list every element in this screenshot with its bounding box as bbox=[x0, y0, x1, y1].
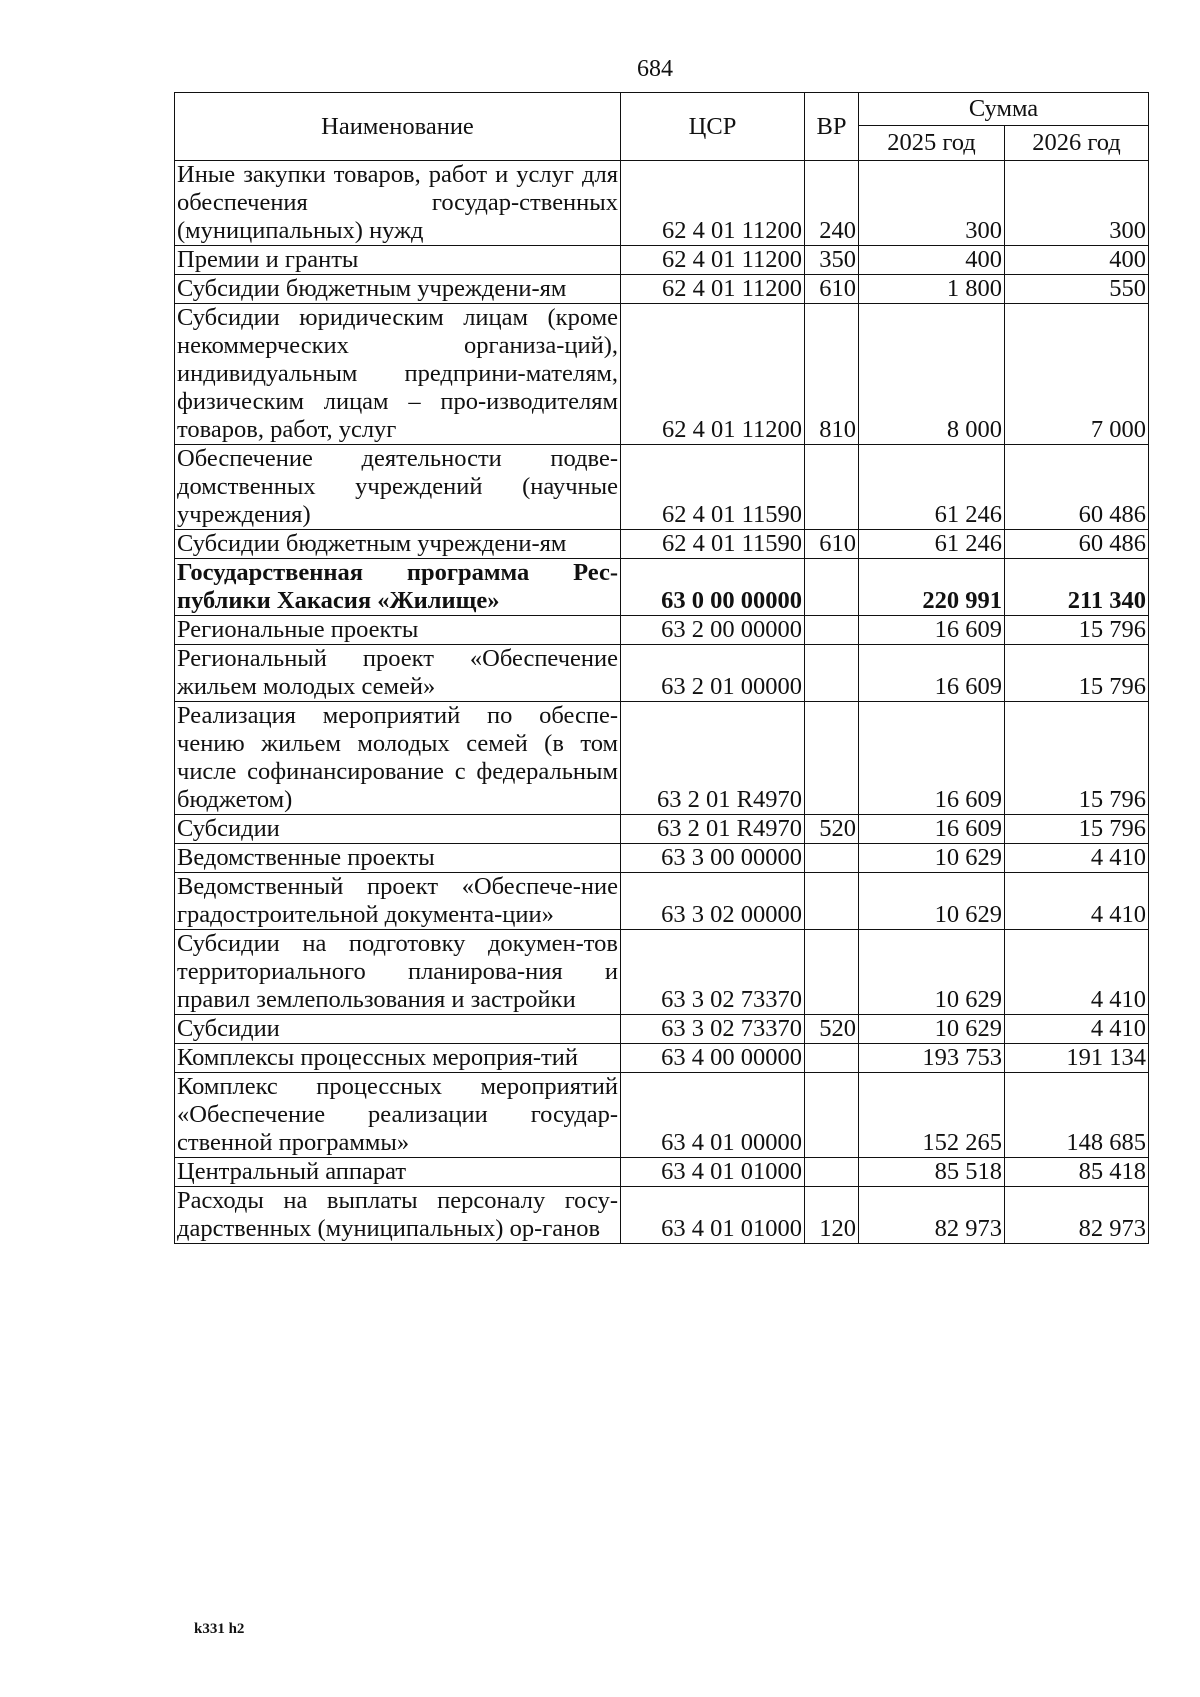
cell-name: Ведомственные проекты bbox=[175, 844, 621, 873]
cell-vr: 240 bbox=[805, 161, 859, 246]
cell-csr: 63 4 01 01000 bbox=[621, 1158, 805, 1187]
cell-amount-2025: 220 991 bbox=[859, 559, 1005, 616]
cell-name: Региональные проекты bbox=[175, 616, 621, 645]
cell-amount-2026: 148 685 bbox=[1005, 1073, 1149, 1158]
table-row bbox=[175, 1187, 1149, 1244]
page-number: 684 bbox=[637, 56, 673, 82]
table-row bbox=[175, 1044, 1149, 1073]
cell-amount-2026: 15 796 bbox=[1005, 645, 1149, 702]
cell-amount-2026: 82 973 bbox=[1005, 1187, 1149, 1244]
table-row bbox=[175, 702, 1149, 815]
cell-csr: 62 4 01 11200 bbox=[621, 304, 805, 445]
table-row bbox=[175, 815, 1149, 844]
cell-name: Субсидии бюджетным учреждени-ям bbox=[175, 275, 621, 304]
header-vr: ВР bbox=[805, 93, 859, 161]
cell-amount-2026: 4 410 bbox=[1005, 1015, 1149, 1044]
table-row bbox=[175, 873, 1149, 930]
cell-vr bbox=[805, 1073, 859, 1158]
cell-name: Субсидии бюджетным учреждени-ям bbox=[175, 530, 621, 559]
cell-amount-2025: 10 629 bbox=[859, 930, 1005, 1015]
cell-amount-2025: 82 973 bbox=[859, 1187, 1005, 1244]
cell-csr: 63 2 01 R4970 bbox=[621, 815, 805, 844]
table-row bbox=[175, 930, 1149, 1015]
cell-vr bbox=[805, 559, 859, 616]
table-header bbox=[175, 93, 1149, 161]
cell-csr: 63 3 00 00000 bbox=[621, 844, 805, 873]
cell-csr: 63 0 00 00000 bbox=[621, 559, 805, 616]
cell-amount-2026: 60 486 bbox=[1005, 530, 1149, 559]
table-body bbox=[175, 161, 1149, 1244]
cell-amount-2025: 400 bbox=[859, 246, 1005, 275]
table-row bbox=[175, 161, 1149, 246]
cell-name: Обеспечение деятельности подве-домственных учреждений (научные учреждения) bbox=[175, 445, 621, 530]
cell-amount-2026: 4 410 bbox=[1005, 844, 1149, 873]
cell-vr bbox=[805, 873, 859, 930]
table-row bbox=[175, 246, 1149, 275]
cell-amount-2026: 85 418 bbox=[1005, 1158, 1149, 1187]
table-row bbox=[175, 275, 1149, 304]
cell-csr: 62 4 01 11200 bbox=[621, 246, 805, 275]
cell-vr: 120 bbox=[805, 1187, 859, 1244]
table-row bbox=[175, 616, 1149, 645]
cell-name: Комплексы процессных мероприя-тий bbox=[175, 1044, 621, 1073]
cell-amount-2025: 16 609 bbox=[859, 815, 1005, 844]
cell-vr: 520 bbox=[805, 815, 859, 844]
cell-amount-2025: 10 629 bbox=[859, 844, 1005, 873]
cell-amount-2025: 300 bbox=[859, 161, 1005, 246]
cell-csr: 63 3 02 00000 bbox=[621, 873, 805, 930]
cell-csr: 63 4 01 01000 bbox=[621, 1187, 805, 1244]
cell-amount-2026: 300 bbox=[1005, 161, 1149, 246]
cell-amount-2026: 400 bbox=[1005, 246, 1149, 275]
cell-amount-2026: 4 410 bbox=[1005, 873, 1149, 930]
cell-amount-2026: 15 796 bbox=[1005, 815, 1149, 844]
cell-csr: 63 4 00 00000 bbox=[621, 1044, 805, 1073]
cell-vr bbox=[805, 1044, 859, 1073]
cell-amount-2026: 15 796 bbox=[1005, 702, 1149, 815]
cell-csr: 62 4 01 11590 bbox=[621, 530, 805, 559]
budget-table bbox=[174, 92, 1149, 1244]
cell-name: Субсидии bbox=[175, 815, 621, 844]
cell-name: Иные закупки товаров, работ и услуг для обеспечения государ-ственных (муниципальных) нужд bbox=[175, 161, 621, 246]
cell-amount-2025: 61 246 bbox=[859, 445, 1005, 530]
cell-vr: 610 bbox=[805, 275, 859, 304]
cell-vr bbox=[805, 1158, 859, 1187]
cell-csr: 62 4 01 11590 bbox=[621, 445, 805, 530]
cell-csr: 63 2 00 00000 bbox=[621, 616, 805, 645]
table-row bbox=[175, 530, 1149, 559]
cell-name: Ведомственный проект «Обеспече-ние градостроительной документа-ции» bbox=[175, 873, 621, 930]
cell-vr bbox=[805, 702, 859, 815]
table-row bbox=[175, 645, 1149, 702]
cell-vr: 350 bbox=[805, 246, 859, 275]
cell-name: Расходы на выплаты персоналу госу-дарственных (муниципальных) ор-ганов bbox=[175, 1187, 621, 1244]
cell-csr: 62 4 01 11200 bbox=[621, 275, 805, 304]
cell-amount-2026: 211 340 bbox=[1005, 559, 1149, 616]
cell-vr bbox=[805, 930, 859, 1015]
cell-amount-2026: 4 410 bbox=[1005, 930, 1149, 1015]
table-row bbox=[175, 304, 1149, 445]
cell-amount-2025: 10 629 bbox=[859, 1015, 1005, 1044]
cell-csr: 63 3 02 73370 bbox=[621, 1015, 805, 1044]
cell-name: Региональный проект «Обеспечение жильем молодых семей» bbox=[175, 645, 621, 702]
header-csr: ЦСР bbox=[621, 93, 805, 161]
cell-name: Субсидии на подготовку докумен-тов территориального планирова-ния и правил землепользования и застройки bbox=[175, 930, 621, 1015]
cell-csr: 63 3 02 73370 bbox=[621, 930, 805, 1015]
cell-vr: 610 bbox=[805, 530, 859, 559]
cell-amount-2026: 60 486 bbox=[1005, 445, 1149, 530]
cell-name: Субсидии bbox=[175, 1015, 621, 1044]
cell-amount-2025: 16 609 bbox=[859, 645, 1005, 702]
cell-name: Центральный аппарат bbox=[175, 1158, 621, 1187]
footer-code: k331 h2 bbox=[194, 1621, 245, 1637]
cell-vr bbox=[805, 844, 859, 873]
cell-vr bbox=[805, 616, 859, 645]
cell-name: Субсидии юридическим лицам (кроме некоммерческих организа-ций), индивидуальным предприни-мателям, физическим лицам – про-изводителям товаров, работ, услуг bbox=[175, 304, 621, 445]
cell-amount-2026: 15 796 bbox=[1005, 616, 1149, 645]
cell-csr: 63 4 01 00000 bbox=[621, 1073, 805, 1158]
cell-vr bbox=[805, 445, 859, 530]
header-year-2025: 2025 год bbox=[859, 126, 1005, 161]
cell-vr: 520 bbox=[805, 1015, 859, 1044]
table-row bbox=[175, 559, 1149, 616]
cell-amount-2025: 8 000 bbox=[859, 304, 1005, 445]
cell-amount-2026: 191 134 bbox=[1005, 1044, 1149, 1073]
cell-amount-2026: 550 bbox=[1005, 275, 1149, 304]
cell-amount-2025: 16 609 bbox=[859, 616, 1005, 645]
cell-amount-2025: 85 518 bbox=[859, 1158, 1005, 1187]
cell-vr: 810 bbox=[805, 304, 859, 445]
header-year-2026: 2026 год bbox=[1005, 126, 1149, 161]
cell-amount-2025: 193 753 bbox=[859, 1044, 1005, 1073]
cell-amount-2025: 10 629 bbox=[859, 873, 1005, 930]
table-row bbox=[175, 1015, 1149, 1044]
cell-name: Государственная программа Рес-публики Хакасия «Жилище» bbox=[175, 559, 621, 616]
cell-amount-2025: 16 609 bbox=[859, 702, 1005, 815]
cell-csr: 63 2 01 00000 bbox=[621, 645, 805, 702]
cell-name: Премии и гранты bbox=[175, 246, 621, 275]
cell-csr: 62 4 01 11200 bbox=[621, 161, 805, 246]
cell-amount-2025: 61 246 bbox=[859, 530, 1005, 559]
cell-vr bbox=[805, 645, 859, 702]
cell-amount-2026: 7 000 bbox=[1005, 304, 1149, 445]
table-row bbox=[175, 844, 1149, 873]
cell-amount-2025: 1 800 bbox=[859, 275, 1005, 304]
table-row bbox=[175, 1158, 1149, 1187]
cell-csr: 63 2 01 R4970 bbox=[621, 702, 805, 815]
cell-amount-2025: 152 265 bbox=[859, 1073, 1005, 1158]
header-sum: Сумма bbox=[859, 93, 1149, 126]
table-row bbox=[175, 445, 1149, 530]
cell-name: Комплекс процессных мероприятий «Обеспечение реализации государ-ственной программы» bbox=[175, 1073, 621, 1158]
table-row bbox=[175, 1073, 1149, 1158]
header-name: Наименование bbox=[175, 93, 621, 161]
cell-name: Реализация мероприятий по обеспе-чению жильем молодых семей (в том числе софинансирование с федеральным бюджетом) bbox=[175, 702, 621, 815]
